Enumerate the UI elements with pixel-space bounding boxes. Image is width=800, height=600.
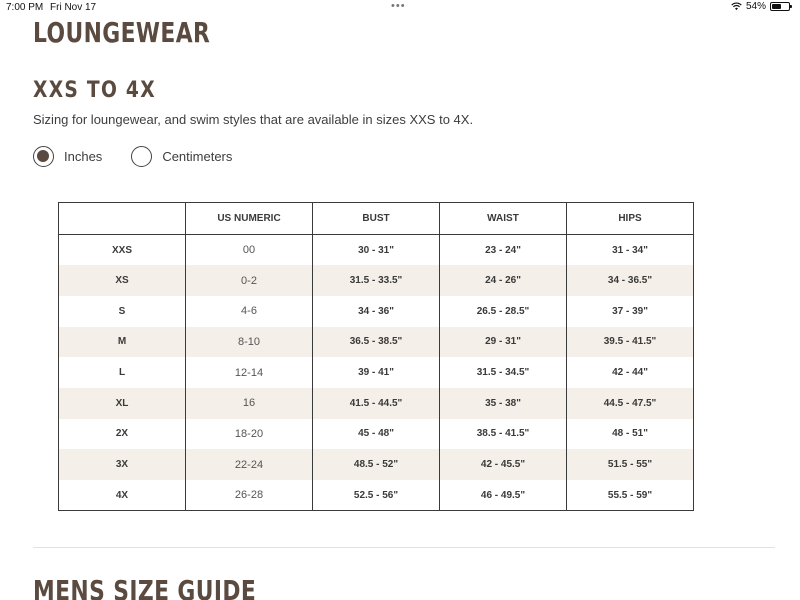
size-chart-table xyxy=(58,202,694,511)
cell-hips: 34 - 36.5" xyxy=(567,265,694,296)
table-body xyxy=(59,235,694,511)
battery-fill xyxy=(772,4,781,9)
cell-us-numeric: 22-24 xyxy=(186,449,313,480)
cell-us-numeric: 18-20 xyxy=(186,419,313,450)
cell-waist: 24 - 26" xyxy=(440,265,567,296)
cell-size: 2X xyxy=(59,419,186,450)
cell-waist: 35 - 38" xyxy=(440,388,567,419)
section-description: Sizing for loungewear, and swim styles that are available in sizes XXS to 4X. xyxy=(33,112,474,127)
cell-waist: 23 - 24" xyxy=(440,235,567,266)
table-row xyxy=(59,480,694,511)
cell-bust: 31.5 - 33.5" xyxy=(313,265,440,296)
cell-bust: 52.5 - 56" xyxy=(313,480,440,511)
table-row xyxy=(59,265,694,296)
cell-us-numeric: 0-2 xyxy=(186,265,313,296)
battery-tip xyxy=(790,5,792,8)
cell-hips: 37 - 39" xyxy=(567,296,694,327)
unit-option-centimeters[interactable] xyxy=(131,146,232,167)
cell-waist: 38.5 - 41.5" xyxy=(440,419,567,450)
cell-waist: 46 - 49.5" xyxy=(440,480,567,511)
cell-size: 3X xyxy=(59,449,186,480)
cell-waist: 29 - 31" xyxy=(440,327,567,358)
status-date: Fri Nov 17 xyxy=(50,2,97,13)
cell-size: XS xyxy=(59,265,186,296)
header-us-numeric: US NUMERIC xyxy=(186,203,313,235)
cell-hips: 51.5 - 55" xyxy=(567,449,694,480)
cell-bust: 36.5 - 38.5" xyxy=(313,327,440,358)
centimeters-radio[interactable] xyxy=(131,146,152,167)
table-row xyxy=(59,357,694,388)
cell-us-numeric: 00 xyxy=(186,235,313,266)
status-bar xyxy=(0,0,800,16)
page-title: LOUNGEWEAR xyxy=(33,16,211,49)
centimeters-label: Centimeters xyxy=(162,149,233,164)
cell-bust: 30 - 31" xyxy=(313,235,440,266)
cell-size: M xyxy=(59,327,186,358)
table-row xyxy=(59,449,694,480)
header-bust: BUST xyxy=(313,203,440,235)
table-row xyxy=(59,296,694,327)
cell-hips: 55.5 - 59" xyxy=(567,480,694,511)
cell-waist: 42 - 45.5" xyxy=(440,449,567,480)
cell-us-numeric: 12-14 xyxy=(186,357,313,388)
table-row xyxy=(59,327,694,358)
cell-size: 4X xyxy=(59,480,186,511)
cell-bust: 48.5 - 52" xyxy=(313,449,440,480)
multitasking-dots-icon[interactable]: ••• xyxy=(391,0,406,12)
status-indicators xyxy=(731,1,790,12)
cell-hips: 42 - 44" xyxy=(567,357,694,388)
cell-bust: 39 - 41" xyxy=(313,357,440,388)
inches-label: Inches xyxy=(64,149,103,164)
cell-us-numeric: 4-6 xyxy=(186,296,313,327)
cell-bust: 34 - 36" xyxy=(313,296,440,327)
header-hips: HIPS xyxy=(567,203,694,235)
table-header-row xyxy=(59,203,694,235)
section-divider xyxy=(33,547,775,548)
cell-us-numeric: 16 xyxy=(186,388,313,419)
cell-us-numeric: 8-10 xyxy=(186,327,313,358)
cell-bust: 41.5 - 44.5" xyxy=(313,388,440,419)
battery-icon xyxy=(770,2,790,11)
cell-us-numeric: 26-28 xyxy=(186,480,313,511)
table-row xyxy=(59,235,694,266)
next-section-title: MENS SIZE GUIDE xyxy=(33,574,257,600)
cell-size: S xyxy=(59,296,186,327)
section-title: XXS TO 4X xyxy=(33,78,156,103)
cell-size: L xyxy=(59,357,186,388)
unit-option-inches[interactable] xyxy=(33,146,102,167)
cell-hips: 48 - 51" xyxy=(567,419,694,450)
cell-hips: 39.5 - 41.5" xyxy=(567,327,694,358)
cell-size: XXS xyxy=(59,235,186,266)
unit-toggle xyxy=(33,146,261,167)
cell-bust: 45 - 48" xyxy=(313,419,440,450)
cell-waist: 31.5 - 34.5" xyxy=(440,357,567,388)
header-waist: WAIST xyxy=(440,203,567,235)
wifi-icon xyxy=(731,2,742,11)
cell-hips: 31 - 34" xyxy=(567,235,694,266)
header-size xyxy=(59,203,186,235)
battery-percentage: 54% xyxy=(745,1,766,12)
cell-hips: 44.5 - 47.5" xyxy=(567,388,694,419)
table-row xyxy=(59,419,694,450)
status-time: 7:00 PM xyxy=(6,2,44,13)
cell-waist: 26.5 - 28.5" xyxy=(440,296,567,327)
cell-size: XL xyxy=(59,388,186,419)
table-row xyxy=(59,388,694,419)
inches-radio[interactable] xyxy=(33,146,54,167)
